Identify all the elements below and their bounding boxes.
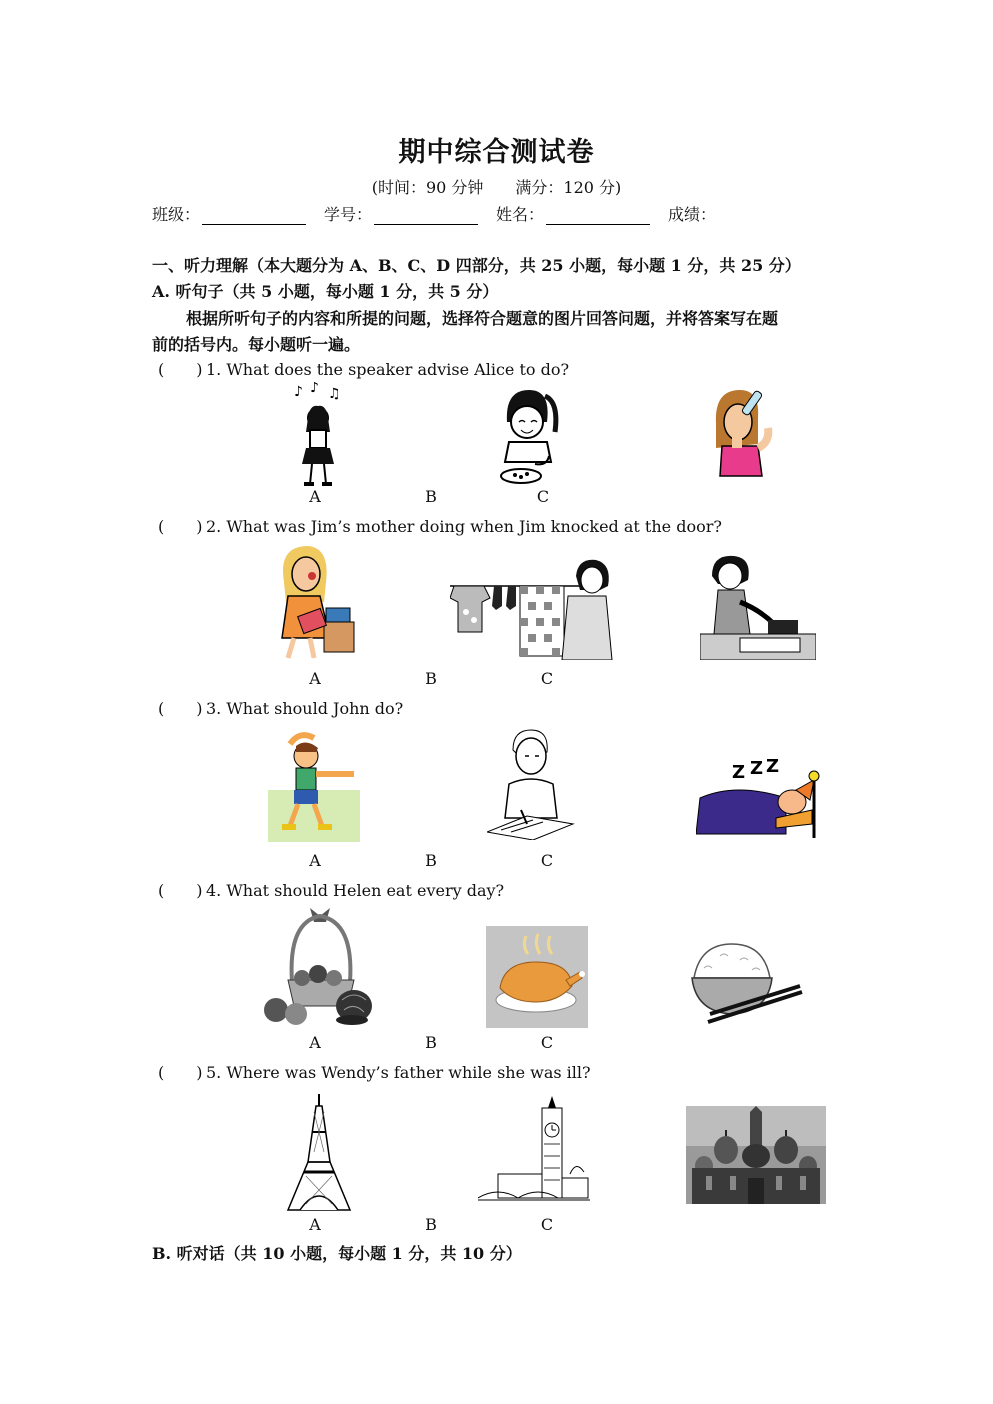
st-basils-cathedral-picture[interactable] [686,1106,826,1204]
section-1-heading: 一、听力理解（本大题分为 A、B、C、D 四部分，共 25 小题，每小题 1 分，共 25 分） [152,256,801,275]
question-4 [158,878,504,901]
svg-text:Z: Z [766,758,780,777]
page-title: 期中综合测试卷 [398,137,595,168]
q5-option-b[interactable]: B [425,1215,437,1234]
svg-text:Z: Z [750,758,764,779]
score-label: 成绩： [668,205,717,224]
class-blank[interactable] [202,208,306,225]
q1-option-b[interactable]: B [425,487,437,506]
fruit-basket-picture[interactable] [262,902,376,1026]
writing-boy-picture[interactable] [487,728,575,840]
svg-text:♪: ♪ [310,382,319,396]
svg-text:♫: ♫ [328,386,341,402]
part-b-heading: B. 听对话（共 10 小题，每小题 1 分，共 10 分） [152,1244,522,1263]
part-a-heading: A. 听句子（共 5 小题，每小题 1 分，共 5 分） [152,282,499,301]
q3-option-c[interactable]: C [540,851,554,870]
rice-bowl-picture[interactable] [690,938,804,1028]
question-5-text: 5. Where was Wendy’s father while she was ill? [206,1063,591,1082]
eiffel-tower-picture[interactable] [284,1092,354,1212]
part-a-instruction-2: 前的括号内。每小题听一遍。 [152,335,361,354]
q1-option-a[interactable]: A [309,487,321,506]
drinking-girl-picture[interactable] [708,384,774,484]
cooking-woman-picture[interactable] [700,554,816,660]
q3-option-a[interactable]: A [309,851,321,870]
exercising-boy-picture[interactable] [268,730,360,842]
q2-option-a[interactable]: A [309,669,321,688]
answer-bracket-4[interactable]: ( ) [158,881,203,900]
q2-option-b[interactable]: B [425,669,437,688]
question-5 [158,1060,591,1083]
laundry-woman-picture[interactable] [450,556,614,660]
student-id-field[interactable] [324,202,478,225]
student-id-blank[interactable] [374,208,478,225]
exam-meta: (时间：90 分钟 满分：120 分) [371,178,622,197]
question-1 [158,357,569,380]
question-3 [158,696,403,719]
svg-text:♪: ♪ [294,384,303,400]
question-1-text: 1. What does the speaker advise Alice to do? [206,360,570,379]
q4-option-c[interactable]: C [540,1033,554,1052]
q3-option-b[interactable]: B [425,851,437,870]
student-info-fields [152,202,734,225]
class-field[interactable] [152,202,306,225]
name-field[interactable] [496,202,650,225]
q4-option-b[interactable]: B [425,1033,437,1052]
part-a-instruction-1: 根据所听句子的内容和所提的问题，选择符合题意的图片回答问题，并将答案写在题 [186,309,779,328]
name-blank[interactable] [546,208,650,225]
q1-option-c[interactable]: C [536,487,550,506]
question-4-text: 4. What should Helen eat every day? [206,881,505,900]
eating-girl-picture[interactable] [485,382,565,490]
q4-option-a[interactable]: A [309,1033,321,1052]
answer-bracket-3[interactable]: ( ) [158,699,203,718]
phone-woman-picture[interactable] [274,542,358,662]
question-2-text: 2. What was Jim’s mother doing when Jim knocked at the door? [206,517,722,536]
score-field [668,202,716,225]
question-3-text: 3. What should John do? [206,699,404,718]
answer-bracket-2[interactable]: ( ) [158,517,203,536]
answer-bracket-5[interactable]: ( ) [158,1063,203,1082]
name-label: 姓名： [496,205,545,224]
class-label: 班级： [152,205,201,224]
sleeping-boy-picture[interactable] [696,758,826,840]
q5-option-c[interactable]: C [540,1215,554,1234]
student-id-label: 学号： [324,205,373,224]
q2-option-c[interactable]: C [540,669,554,688]
singing-girl-picture[interactable] [288,382,348,492]
question-2 [158,514,722,537]
q5-option-a[interactable]: A [309,1215,321,1234]
answer-bracket-1[interactable]: ( ) [158,360,203,379]
roast-chicken-picture[interactable] [486,926,588,1028]
svg-text:Z: Z [732,762,746,783]
big-ben-picture[interactable] [478,1094,590,1206]
